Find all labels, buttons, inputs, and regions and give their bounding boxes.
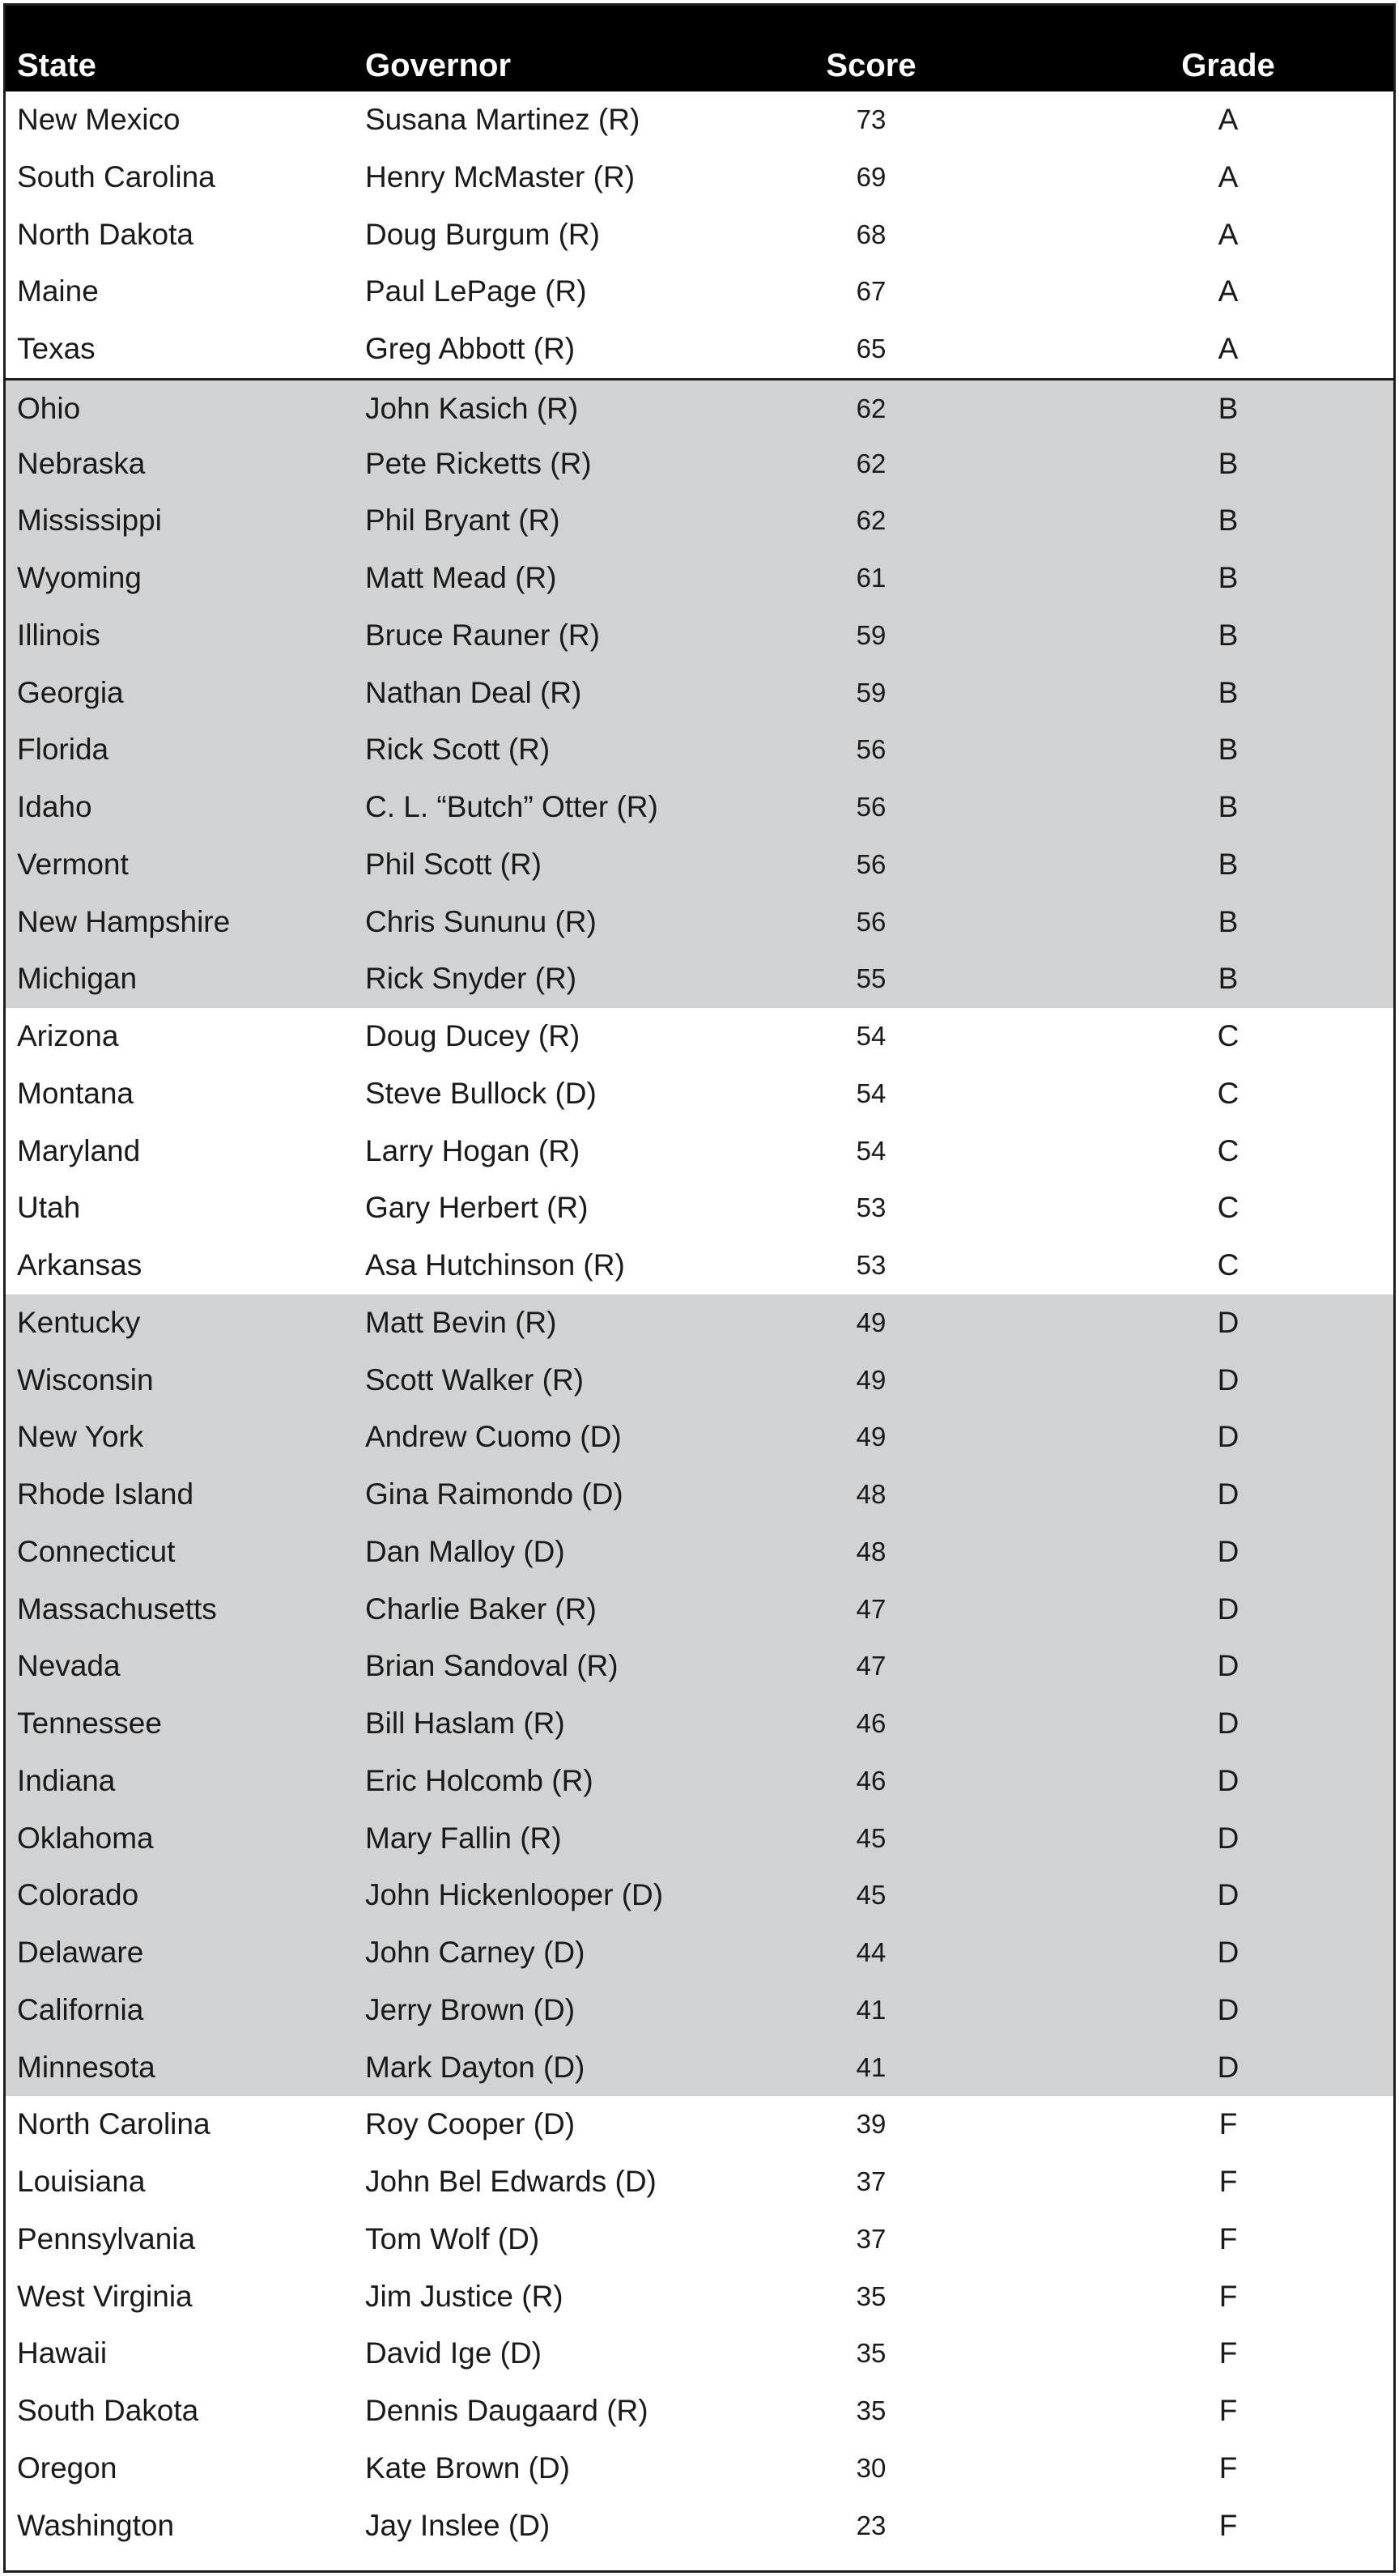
table-row bbox=[6, 2383, 1393, 2440]
cell-governor: Brian Sandoval (R) bbox=[365, 1649, 619, 1683]
cell-score: 53 bbox=[856, 1250, 887, 1280]
table-row bbox=[6, 1924, 1393, 1982]
cell-grade: B bbox=[1218, 504, 1239, 538]
cell-governor: Roy Cooper (D) bbox=[365, 2107, 576, 2141]
cell-grade: D bbox=[1217, 2050, 1240, 2084]
cell-state: New Mexico bbox=[17, 103, 181, 136]
cell-grade: A bbox=[1218, 217, 1239, 251]
table-body bbox=[6, 91, 1393, 2554]
table-row bbox=[6, 1581, 1393, 1639]
cell-state: Nebraska bbox=[17, 446, 146, 480]
table-row bbox=[6, 2497, 1393, 2555]
cell-grade: B bbox=[1218, 391, 1239, 425]
cell-governor: Dan Malloy (D) bbox=[365, 1534, 565, 1568]
table-row bbox=[6, 1982, 1393, 2039]
cell-score: 54 bbox=[856, 1135, 887, 1166]
table-row bbox=[6, 1638, 1393, 1695]
cell-governor: Paul LePage (R) bbox=[365, 274, 587, 308]
cell-state: Arizona bbox=[17, 1019, 119, 1052]
table-row bbox=[6, 206, 1393, 264]
cell-state: Hawaii bbox=[17, 2336, 108, 2370]
cell-governor: Henry McMaster (R) bbox=[365, 159, 636, 193]
cell-score: 73 bbox=[856, 104, 887, 134]
cell-state: Michigan bbox=[17, 962, 138, 996]
cell-score: 61 bbox=[856, 563, 887, 593]
cell-grade: D bbox=[1217, 1534, 1240, 1568]
cell-grade: F bbox=[1218, 2451, 1238, 2485]
cell-grade: B bbox=[1218, 446, 1239, 480]
cell-score: 49 bbox=[856, 1364, 887, 1395]
governor-grades-table bbox=[3, 3, 1396, 2573]
cell-state: Connecticut bbox=[17, 1534, 176, 1568]
cell-score: 68 bbox=[856, 219, 887, 249]
table-row bbox=[6, 950, 1393, 1008]
cell-governor: Steve Bullock (D) bbox=[365, 1076, 597, 1110]
cell-state: North Dakota bbox=[17, 217, 193, 251]
cell-score: 41 bbox=[856, 2051, 887, 2082]
cell-state: South Dakota bbox=[17, 2394, 199, 2427]
cell-grade: F bbox=[1218, 2279, 1238, 2313]
cell-score: 56 bbox=[856, 734, 887, 765]
table-row bbox=[6, 1352, 1393, 1409]
cell-grade: A bbox=[1218, 159, 1239, 193]
cell-governor: Doug Burgum (R) bbox=[365, 217, 600, 251]
cell-score: 56 bbox=[856, 792, 887, 822]
cell-governor: Jerry Brown (D) bbox=[365, 1992, 576, 2026]
cell-score: 46 bbox=[856, 1708, 887, 1738]
cell-governor: John Bel Edwards (D) bbox=[365, 2165, 657, 2198]
cell-score: 55 bbox=[856, 963, 887, 994]
column-header-governor: Governor bbox=[365, 48, 512, 83]
cell-governor: Pete Ricketts (R) bbox=[365, 446, 592, 480]
table-row bbox=[6, 1065, 1393, 1123]
cell-governor: Jim Justice (R) bbox=[365, 2279, 563, 2313]
cell-score: 44 bbox=[856, 1937, 887, 1967]
table-row bbox=[6, 1409, 1393, 1466]
cell-governor: Andrew Cuomo (D) bbox=[365, 1420, 622, 1454]
cell-governor: Greg Abbott (R) bbox=[365, 332, 576, 365]
cell-grade: A bbox=[1218, 103, 1239, 136]
cell-grade: D bbox=[1217, 1707, 1240, 1740]
cell-state: Utah bbox=[17, 1191, 81, 1225]
cell-grade: C bbox=[1217, 1248, 1240, 1282]
cell-grade: C bbox=[1217, 1133, 1240, 1167]
table-row bbox=[6, 779, 1393, 836]
table-row bbox=[6, 91, 1393, 149]
cell-governor: Matt Mead (R) bbox=[365, 561, 557, 594]
cell-score: 47 bbox=[856, 1651, 887, 1681]
cell-state: Wisconsin bbox=[17, 1362, 154, 1396]
cell-score: 39 bbox=[856, 2109, 887, 2140]
cell-grade: C bbox=[1217, 1019, 1240, 1052]
cell-score: 37 bbox=[856, 2223, 887, 2254]
cell-grade: B bbox=[1218, 847, 1239, 881]
cell-grade: D bbox=[1217, 1878, 1240, 1912]
cell-grade: F bbox=[1218, 2107, 1238, 2141]
cell-state: Oklahoma bbox=[17, 1821, 154, 1855]
cell-state: Illinois bbox=[17, 618, 100, 652]
cell-grade: C bbox=[1217, 1191, 1240, 1225]
table-row bbox=[6, 1008, 1393, 1065]
table-row bbox=[6, 492, 1393, 550]
cell-grade: F bbox=[1218, 2165, 1238, 2198]
cell-governor: Rick Scott (R) bbox=[365, 733, 551, 767]
table-row bbox=[6, 149, 1393, 206]
cell-state: Ohio bbox=[17, 391, 81, 425]
cell-grade: F bbox=[1218, 2394, 1238, 2427]
cell-score: 69 bbox=[856, 161, 887, 192]
cell-grade: F bbox=[1218, 2508, 1238, 2542]
cell-state: Nevada bbox=[17, 1649, 121, 1683]
cell-governor: Bruce Rauner (R) bbox=[365, 618, 600, 652]
cell-governor: Doug Ducey (R) bbox=[365, 1019, 580, 1052]
cell-score: 35 bbox=[856, 2338, 887, 2369]
cell-state: Rhode Island bbox=[17, 1477, 194, 1511]
cell-score: 54 bbox=[856, 1078, 887, 1108]
cell-governor: Charlie Baker (R) bbox=[365, 1592, 597, 1626]
cell-state: Louisiana bbox=[17, 2165, 146, 2198]
column-header-grade: Grade bbox=[1181, 48, 1275, 83]
cell-score: 49 bbox=[856, 1307, 887, 1337]
cell-state: Idaho bbox=[17, 790, 92, 823]
cell-state: Oregon bbox=[17, 2451, 117, 2485]
cell-governor: David Ige (D) bbox=[365, 2336, 542, 2370]
cell-score: 23 bbox=[856, 2510, 887, 2540]
cell-score: 37 bbox=[856, 2166, 887, 2196]
cell-score: 62 bbox=[856, 505, 887, 536]
cell-state: Montana bbox=[17, 1076, 134, 1110]
cell-grade: C bbox=[1217, 1076, 1240, 1110]
cell-grade: D bbox=[1217, 1362, 1240, 1396]
cell-score: 41 bbox=[856, 1994, 887, 2025]
table-row bbox=[6, 378, 1393, 436]
cell-state: Wyoming bbox=[17, 561, 142, 594]
column-header-score: Score bbox=[826, 48, 916, 83]
cell-score: 48 bbox=[856, 1536, 887, 1566]
cell-grade: D bbox=[1217, 1477, 1240, 1511]
cell-state: Tennessee bbox=[17, 1707, 162, 1740]
cell-state: Minnesota bbox=[17, 2050, 155, 2084]
table-row bbox=[6, 2153, 1393, 2211]
cell-grade: D bbox=[1217, 1649, 1240, 1683]
cell-governor: Gina Raimondo (D) bbox=[365, 1477, 623, 1511]
cell-score: 56 bbox=[856, 848, 887, 879]
cell-grade: B bbox=[1218, 561, 1239, 594]
cell-score: 65 bbox=[856, 334, 887, 363]
cell-governor: Phil Scott (R) bbox=[365, 847, 542, 881]
cell-governor: Tom Wolf (D) bbox=[365, 2221, 540, 2255]
cell-state: Mississippi bbox=[17, 504, 162, 538]
cell-score: 46 bbox=[856, 1765, 887, 1796]
cell-grade: B bbox=[1218, 618, 1239, 652]
cell-governor: C. L. “Butch” Otter (R) bbox=[365, 790, 658, 823]
cell-governor: Bill Haslam (R) bbox=[365, 1707, 565, 1740]
table-row bbox=[6, 2440, 1393, 2497]
cell-score: 54 bbox=[856, 1021, 887, 1051]
table-row bbox=[6, 321, 1393, 378]
cell-grade: D bbox=[1217, 1763, 1240, 1797]
table-row bbox=[6, 436, 1393, 493]
table-row bbox=[6, 1867, 1393, 1924]
cell-governor: Jay Inslee (D) bbox=[365, 2508, 551, 2542]
cell-governor: Dennis Daugaard (R) bbox=[365, 2394, 648, 2427]
cell-grade: D bbox=[1217, 1305, 1240, 1339]
cell-score: 48 bbox=[856, 1479, 887, 1509]
table-row bbox=[6, 836, 1393, 894]
cell-governor: Scott Walker (R) bbox=[365, 1362, 584, 1396]
cell-governor: John Carney (D) bbox=[365, 1936, 585, 1969]
cell-governor: Kate Brown (D) bbox=[365, 2451, 570, 2485]
cell-governor: Mary Fallin (R) bbox=[365, 1821, 562, 1855]
cell-state: New Hampshire bbox=[17, 904, 231, 938]
table-row bbox=[6, 2039, 1393, 2097]
cell-grade: B bbox=[1218, 675, 1239, 709]
cell-score: 35 bbox=[856, 2395, 887, 2425]
cell-governor: Susana Martinez (R) bbox=[365, 103, 640, 136]
table-row bbox=[6, 1524, 1393, 1581]
cell-governor: John Kasich (R) bbox=[365, 391, 579, 425]
cell-state: Arkansas bbox=[17, 1248, 142, 1282]
cell-grade: F bbox=[1218, 2221, 1238, 2255]
table-row bbox=[6, 550, 1393, 607]
cell-grade: D bbox=[1217, 1821, 1240, 1855]
cell-state: California bbox=[17, 1992, 144, 2026]
cell-grade: B bbox=[1218, 904, 1239, 938]
cell-score: 67 bbox=[856, 276, 887, 307]
cell-grade: D bbox=[1217, 1592, 1240, 1626]
cell-state: Pennsylvania bbox=[17, 2221, 196, 2255]
table-row bbox=[6, 2325, 1393, 2383]
cell-state: North Carolina bbox=[17, 2107, 210, 2141]
table-row bbox=[6, 665, 1393, 722]
cell-governor: Rick Snyder (R) bbox=[365, 962, 577, 996]
cell-grade: D bbox=[1217, 1992, 1240, 2026]
cell-grade: A bbox=[1218, 332, 1239, 365]
cell-governor: Chris Sununu (R) bbox=[365, 904, 597, 938]
cell-score: 45 bbox=[856, 1880, 887, 1911]
column-header-state: State bbox=[17, 48, 96, 83]
cell-state: Washington bbox=[17, 2508, 175, 2542]
table-row bbox=[6, 721, 1393, 779]
cell-score: 49 bbox=[856, 1422, 887, 1452]
cell-grade: B bbox=[1218, 733, 1239, 767]
cell-grade: D bbox=[1217, 1420, 1240, 1454]
cell-state: Maryland bbox=[17, 1133, 141, 1167]
cell-score: 56 bbox=[856, 906, 887, 937]
cell-governor: Matt Bevin (R) bbox=[365, 1305, 557, 1339]
table-row bbox=[6, 1753, 1393, 1810]
cell-governor: Eric Holcomb (R) bbox=[365, 1763, 593, 1797]
cell-grade: B bbox=[1218, 962, 1239, 996]
cell-governor: Asa Hutchinson (R) bbox=[365, 1248, 625, 1282]
cell-score: 59 bbox=[856, 619, 887, 650]
table-row bbox=[6, 1180, 1393, 1237]
cell-state: Georgia bbox=[17, 675, 124, 709]
table-row bbox=[6, 263, 1393, 321]
cell-state: Massachusetts bbox=[17, 1592, 217, 1626]
cell-state: Florida bbox=[17, 733, 109, 767]
cell-governor: John Hickenlooper (D) bbox=[365, 1878, 664, 1912]
cell-grade: F bbox=[1218, 2336, 1238, 2370]
cell-state: Indiana bbox=[17, 1763, 116, 1797]
table-row bbox=[6, 2211, 1393, 2268]
table-row bbox=[6, 894, 1393, 951]
table-row bbox=[6, 2268, 1393, 2326]
cell-state: Maine bbox=[17, 274, 99, 308]
cell-score: 30 bbox=[856, 2452, 887, 2483]
cell-state: Vermont bbox=[17, 847, 129, 881]
cell-state: Colorado bbox=[17, 1878, 139, 1912]
cell-score: 53 bbox=[856, 1192, 887, 1223]
cell-score: 62 bbox=[856, 393, 887, 423]
table-row bbox=[6, 1294, 1393, 1352]
cell-grade: D bbox=[1217, 1936, 1240, 1969]
table-row bbox=[6, 607, 1393, 665]
cell-governor: Nathan Deal (R) bbox=[365, 675, 582, 709]
cell-score: 59 bbox=[856, 677, 887, 708]
table-row bbox=[6, 1123, 1393, 1180]
cell-score: 45 bbox=[856, 1822, 887, 1853]
cell-state: Texas bbox=[17, 332, 96, 365]
cell-score: 47 bbox=[856, 1593, 887, 1624]
cell-governor: Larry Hogan (R) bbox=[365, 1133, 580, 1167]
table-row bbox=[6, 1237, 1393, 1294]
table-row bbox=[6, 1466, 1393, 1524]
cell-governor: Mark Dayton (D) bbox=[365, 2050, 585, 2084]
table-row bbox=[6, 2096, 1393, 2153]
cell-score: 62 bbox=[856, 448, 887, 478]
cell-state: West Virginia bbox=[17, 2279, 193, 2313]
cell-grade: B bbox=[1218, 790, 1239, 823]
cell-governor: Phil Bryant (R) bbox=[365, 504, 560, 538]
cell-state: South Carolina bbox=[17, 159, 215, 193]
cell-state: Kentucky bbox=[17, 1305, 141, 1339]
cell-governor: Gary Herbert (R) bbox=[365, 1191, 589, 1225]
table-row bbox=[6, 1810, 1393, 1868]
cell-grade: A bbox=[1218, 274, 1239, 308]
cell-state: Delaware bbox=[17, 1936, 144, 1969]
table-row bbox=[6, 1695, 1393, 1753]
table-header-row bbox=[6, 6, 1393, 91]
cell-score: 35 bbox=[856, 2281, 887, 2311]
cell-state: New York bbox=[17, 1420, 144, 1454]
